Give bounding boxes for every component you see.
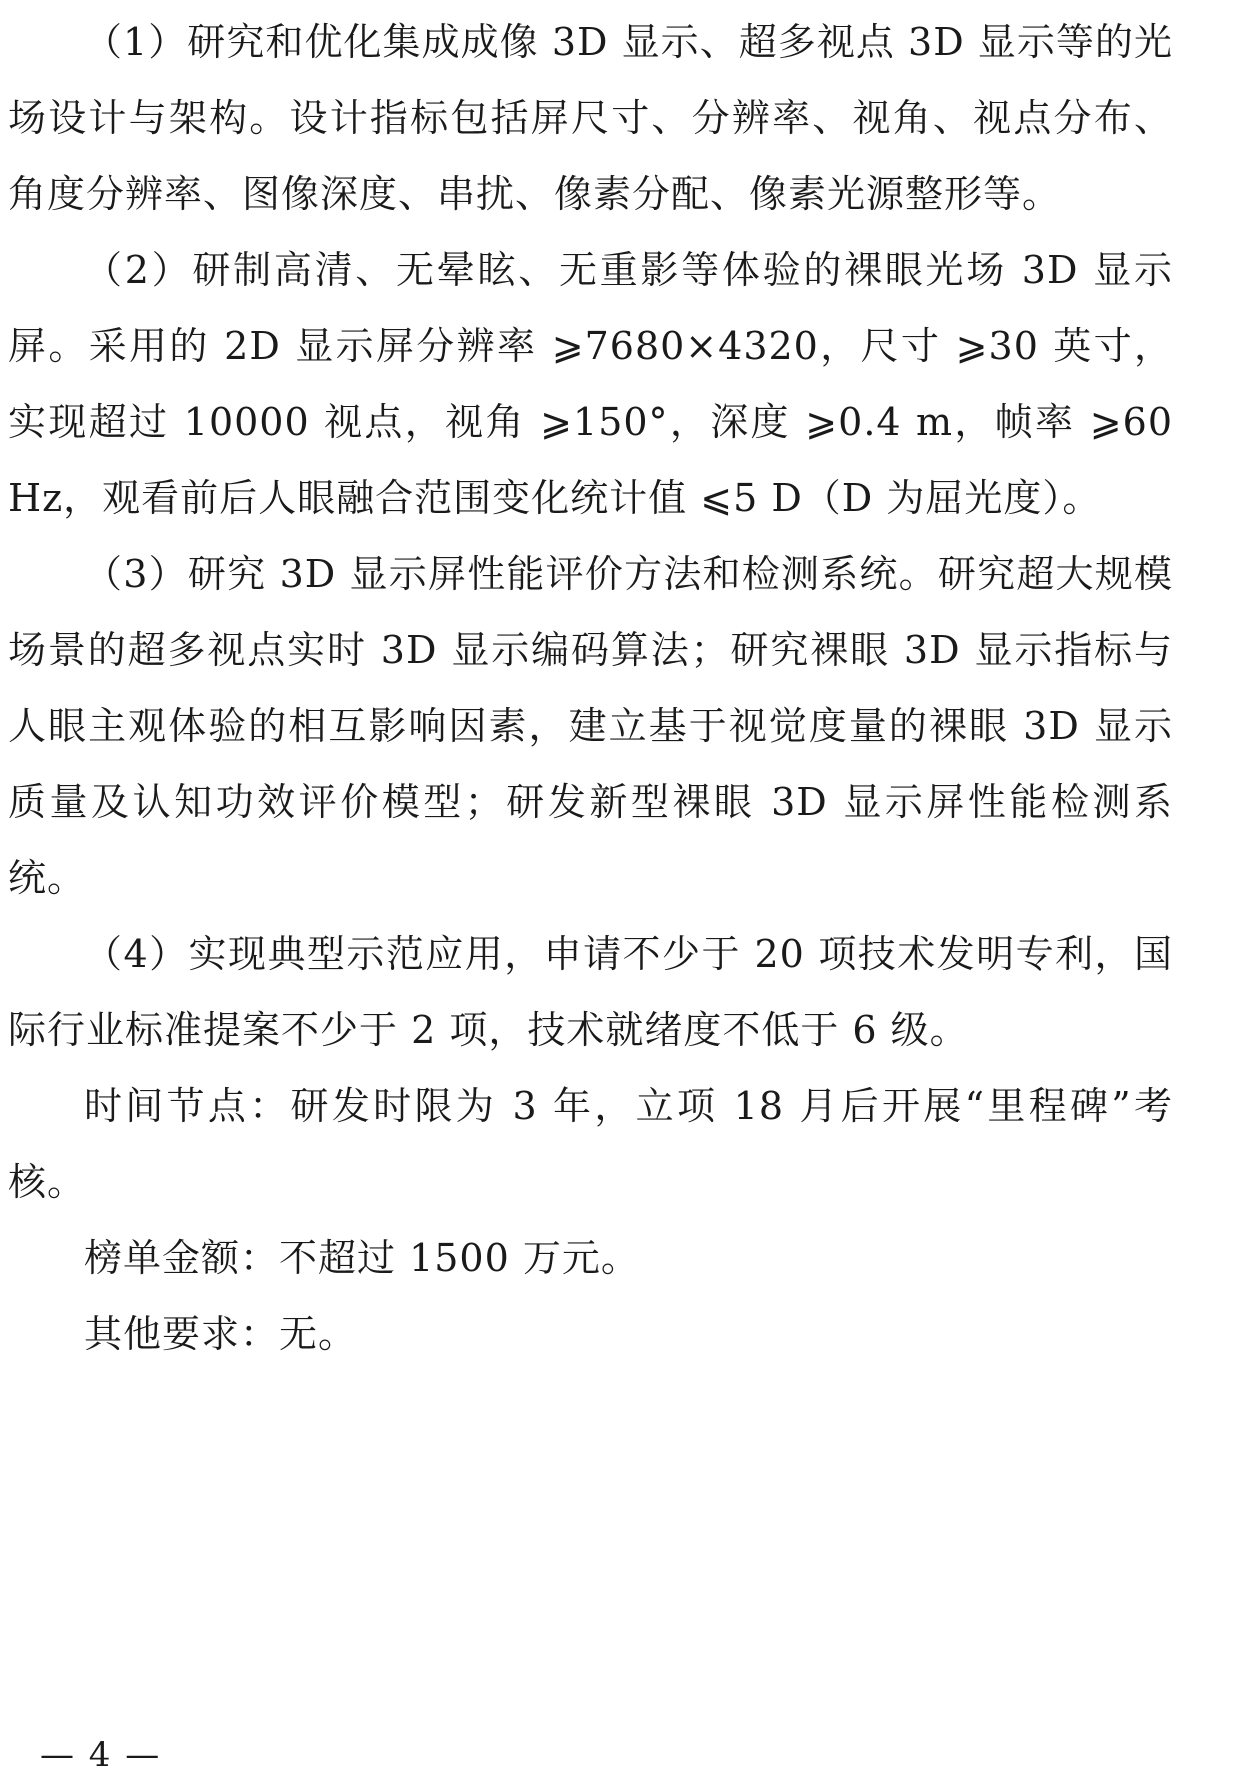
- document-body: [8, 4, 1173, 1372]
- paragraph-item-4: （4）实现典型示范应用，申请不少于 20 项技术发明专利，国际行业标准提案不少于 2 项，技术就绪度不低于 6 级。: [8, 932, 1173, 1052]
- paragraph-timeline: 时间节点：研发时限为 3 年，立项 18 月后开展“里程碑”考核。: [8, 1084, 1173, 1204]
- paragraph-item-3: （3）研究 3D 显示屏性能评价方法和检测系统。研究超大规模场景的超多视点实时 3D 显示编码算法；研究裸眼 3D 显示指标与人眼主观体验的相互影响因素，建立基于视觉度量的裸眼 3D 显示质量及认知功效评价模型；研发新型裸眼 3D 显示屏性能检测系统。: [8, 552, 1173, 900]
- paragraph-item-1: （1）研究和优化集成成像 3D 显示、超多视点 3D 显示等的光场设计与架构。设计指标包括屏尺寸、分辨率、视角、视点分布、角度分辨率、图像深度、串扰、像素分配、像素光源整形等。: [8, 20, 1173, 216]
- paragraph-other-requirements: 其他要求：无。: [84, 1312, 358, 1356]
- page-number: — 4 —: [40, 1735, 162, 1775]
- paragraph-item-2: （2）研制高清、无晕眩、无重影等体验的裸眼光场 3D 显示屏。采用的 2D 显示屏分辨率 ⩾7680×4320，尺寸 ⩾30 英寸，实现超过 10000 视点，视角 ⩾150°，深度 ⩾0.4 m，帧率 ⩾60 Hz，观看前后人眼融合范围变化统计值 ⩽5 D（D 为屈光度）。: [8, 248, 1173, 520]
- paragraph-budget: 榜单金额：不超过 1500 万元。: [84, 1236, 640, 1280]
